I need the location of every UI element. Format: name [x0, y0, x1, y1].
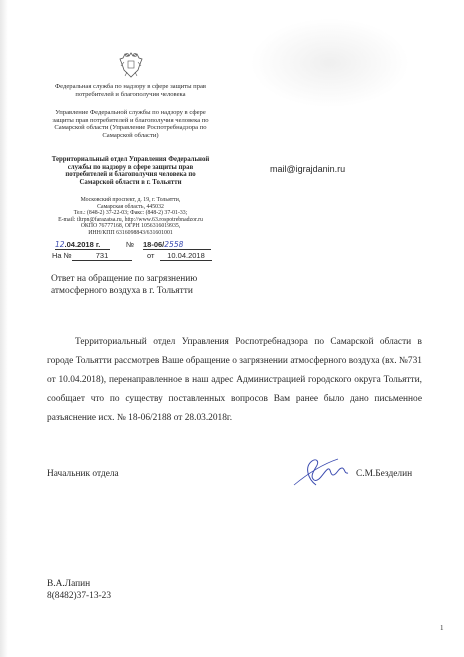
signatory-title: Начальник отдела — [47, 469, 119, 479]
scan-smudge — [250, 18, 410, 108]
letter-body: Территориальный отдел Управления Роспотребнадзора по Самарской области в городе Тольятти рассмотрев Ваше обращение о загрязнении атмосферного воздуха (вх. №731 от 10.04.2018), перенаправленное в наш адрес Администрацией городского округа Тольятти, сообщает что по существу поставленных вопросов Вам ранее было дано письменное разъяснение исх. № 18-06/2188 от 28.03.2018г. — [47, 337, 422, 423]
page-number: 1 — [440, 624, 444, 632]
scan-edge-shadow — [0, 0, 8, 657]
address-line-1: Московский проспект, д. 19, г. Тольятти, — [80, 197, 181, 203]
incoming-number: 731 — [72, 251, 132, 261]
office-contacts — [48, 197, 213, 237]
outgoing-number-label: № — [126, 240, 135, 249]
agency-name: Федеральная служба по надзору в сфере защиты прав потребителей и благополучия человека — [54, 83, 207, 98]
coat-of-arms-icon — [118, 50, 144, 80]
outgoing-date-handwritten: 12 — [55, 240, 65, 249]
department-name: Управление Федеральной службы по надзору в сфере защиты прав потребителей и благополучия человека по Самарской области (Управление Роспотребнадзора по Самарской области) — [52, 109, 209, 139]
email-web: E-mail: tltrpn@farazatsa.ru, http://www.63.rospotrebnadzor.ru — [58, 216, 203, 223]
outgoing-date — [55, 240, 110, 250]
address-line-2: Самарская область, 445032 — [97, 203, 164, 210]
outgoing-date-printed: .04.2018 г. — [64, 240, 101, 249]
office-name: Территориальный отдел Управления Федеральной службы по надзору в сфере защиты прав потребителей и благополучия человека по Самарской области в г. Тольятти — [51, 156, 210, 186]
incoming-number-label: На № — [52, 251, 72, 260]
incoming-date-label: от — [147, 251, 155, 260]
inn-kpp: ИНН/КПП 6316098843/631601001 — [88, 229, 173, 236]
letter-subject: Ответ на обращение по загрязнению атмосферного воздуха в г. Тольятти — [51, 274, 198, 296]
phones: Тел.: (848-2) 37-22-03; Факс: (848-2) 37-01-33; — [73, 210, 188, 217]
executor-name: В.А.Лапин — [47, 579, 91, 589]
recipient-email: mail@igrajdanin.ru — [270, 164, 346, 174]
okpo-ogrn: ОКПО 76777168, ОГРН 1056316019935, — [80, 223, 181, 230]
handwritten-signature — [286, 455, 352, 491]
outgoing-number-handwritten: 2558 — [164, 240, 184, 249]
executor-block — [47, 578, 111, 602]
executor-phone: 8(8482)37-13-23 — [47, 591, 112, 601]
incoming-date: 10.04.2018 — [160, 251, 212, 261]
outgoing-number — [143, 240, 211, 250]
outgoing-number-printed: 18-06/ — [143, 240, 165, 249]
signatory-name: С.М.Безделин — [356, 469, 413, 479]
